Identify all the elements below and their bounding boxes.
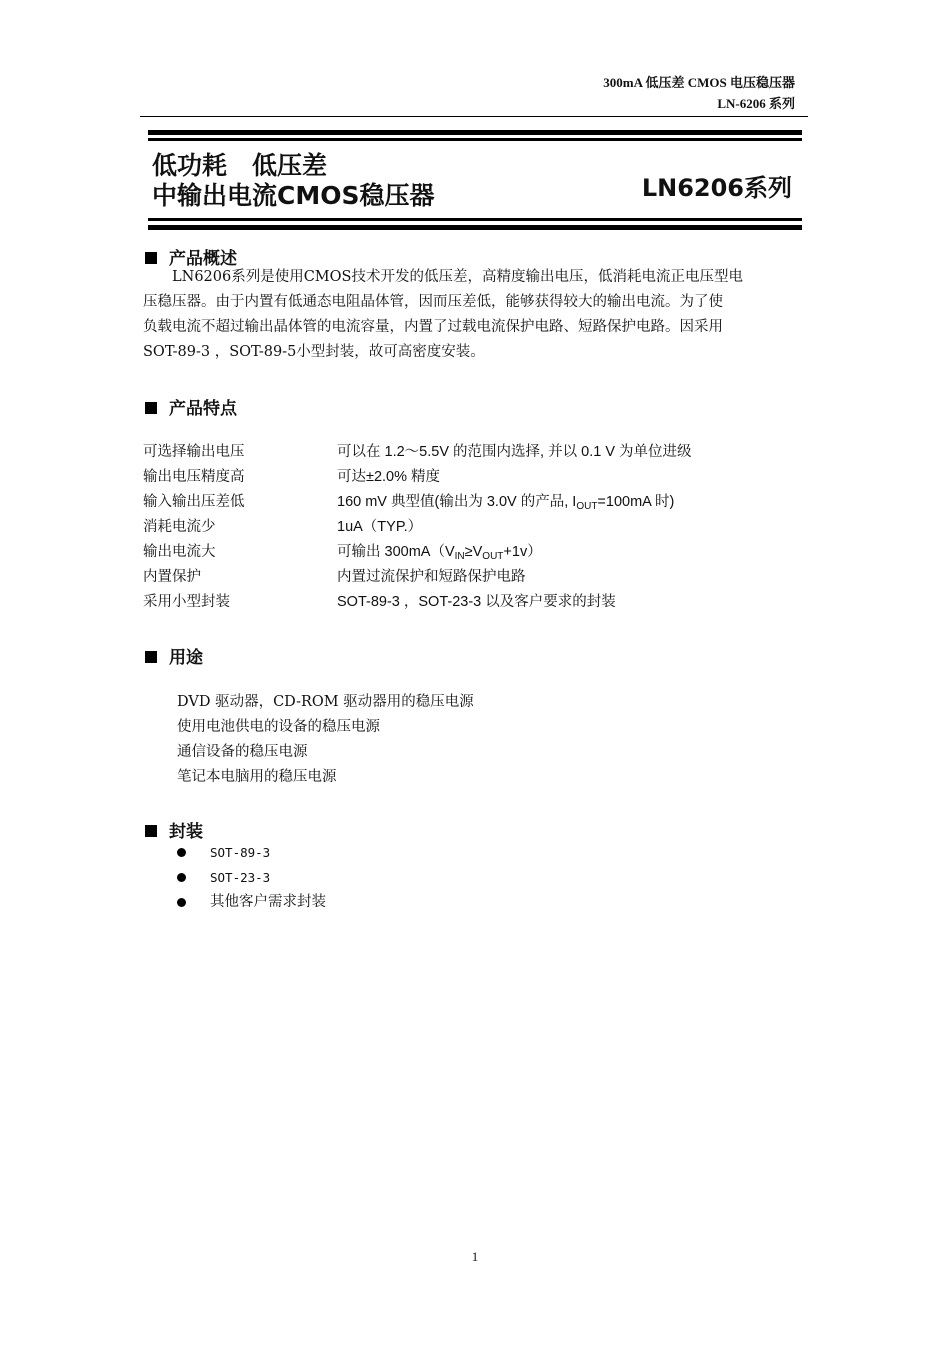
feature-value: 内置过流保护和短路保护电路 [337,569,526,585]
section-heading-features: 产品特点 [145,394,237,419]
feature-key: 内置保护 [143,569,201,585]
feature-value: 可以在 1.2～5.5V 的范围内选择, 并以 0.1 V 为单位进级 [337,444,692,460]
feature-key: 采用小型封装 [143,594,230,610]
header-rule [140,116,808,117]
application-item: 笔记本电脑用的稳压电源 [177,769,337,785]
overview-line: 负载电流不超过输出晶体管的电流容量，内置了过载电流保护电路、短路保护电路。因采用 [143,319,723,335]
application-item: DVD 驱动器，CD-ROM 驱动器用的稳压电源 [177,694,474,710]
bullet-dot-icon [177,848,186,857]
overview-line: 压稳压器。由于内置有低通态电阻晶体管，因而压差低，能够获得较大的输出电流。为了使 [143,294,723,310]
bullet-dot-icon [177,898,186,907]
feature-value: 可输出 $300mA(V_{IN}\ge V_{OUT}+1v)$ [337,544,542,562]
header-series: LN-6206 系列 [717,96,795,111]
overview-paragraph [143,265,808,365]
overview-line: LN6206系列是使用CMOS技术开发的低压差，高精度输出电压，低消耗电流正电压型电 [143,269,743,285]
feature-value: 可达±2.0% 精度 [337,469,441,485]
feature-key: 输入输出压差低 [143,494,245,510]
feature-key: 可选择输出电压 [143,444,245,460]
bullet-dot-icon [177,873,186,882]
feature-value: 1uA（TYP.） [337,519,423,535]
square-bullet-icon [145,402,157,414]
square-bullet-icon [145,825,157,837]
feature-key: 输出电流大 [143,544,216,560]
feature-value: 160 mV 典型值(输出为 3.0V 的产品, $I_{OUT}=100mA$ 时) [337,494,675,512]
title-line-2: 中输出电流CMOS稳压器 [152,181,435,210]
section-heading-applications: 用途 [145,643,203,668]
section-heading-packages: 封装 [145,817,203,842]
feature-key: 输出电压精度高 [143,469,245,485]
title-rule-bottom-1 [148,218,802,221]
title-line-1: 低功耗 低压差 [152,151,328,180]
section-heading-overview: 产品概述 [145,244,237,269]
overview-line: SOT-89-3 ，SOT-89-5小型封装，故可高密度安装。 [143,344,485,360]
feature-value: SOT-89-3 ，SOT-23-3 以及客户要求的封装 [337,594,616,610]
applications-list [177,690,474,790]
title-rule-bottom-2 [148,225,802,230]
square-bullet-icon [145,252,157,264]
feature-key: 消耗电流少 [143,519,216,535]
title-rule-top-1 [148,130,802,135]
header-title: 300mA 低压差 CMOS 电压稳压器 [603,75,795,90]
title-rule-top-2 [148,138,802,141]
title-series: LN6206系列 [641,174,792,202]
page-number: 1 [471,1249,479,1264]
application-item: 通信设备的稳压电源 [177,744,308,760]
application-item: 使用电池供电的设备的稳压电源 [177,719,380,735]
square-bullet-icon [145,651,157,663]
